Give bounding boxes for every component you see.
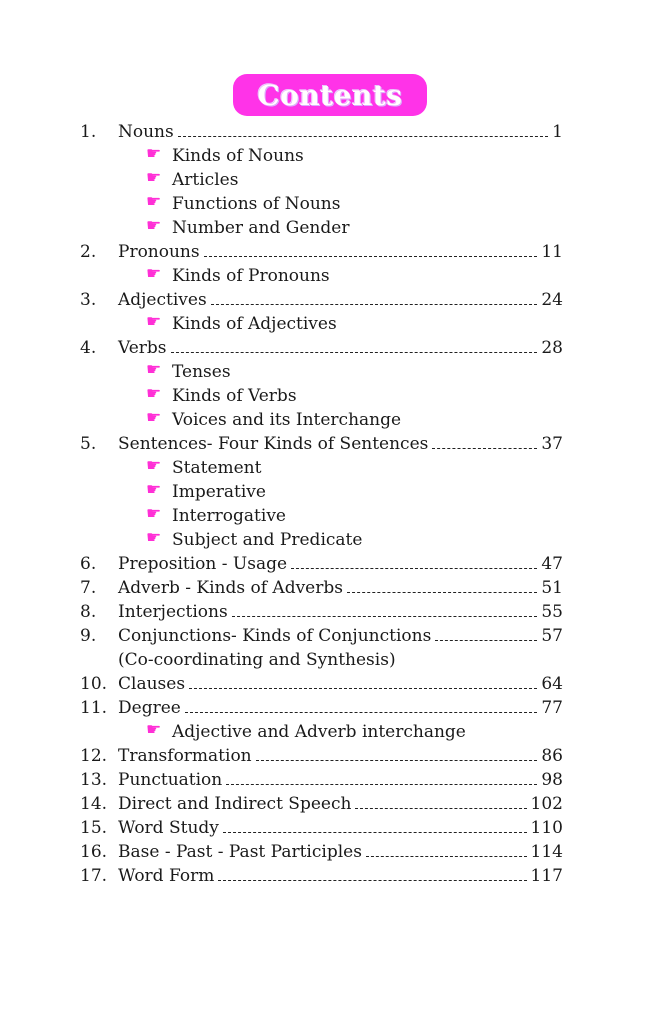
pointing-hand-icon: ☛	[146, 192, 162, 212]
dot-leader	[347, 591, 537, 593]
entry-number: 9.	[80, 626, 97, 646]
entry-page-number: 98	[541, 770, 563, 790]
toc-subentry[interactable]	[80, 455, 563, 479]
entry-number: 1.	[80, 122, 97, 142]
page-title: Contents	[233, 74, 427, 116]
pointing-hand-icon: ☛	[146, 720, 162, 740]
entry-number: 15.	[80, 818, 108, 838]
entry-line	[118, 241, 563, 263]
toc-subentry[interactable]	[80, 215, 563, 239]
entry-page-number: 110	[530, 818, 563, 838]
entry-page-number: 102	[530, 794, 563, 814]
entry-page-number: 51	[541, 578, 563, 598]
toc-entry[interactable]	[80, 791, 563, 815]
entry-title: Word Study	[118, 818, 219, 838]
entry-title: Adjectives	[118, 290, 207, 310]
entry-title: Verbs	[118, 338, 167, 358]
subentry-title: Interrogative	[172, 506, 286, 526]
entry-line	[118, 553, 563, 575]
toc-subentry[interactable]	[80, 311, 563, 335]
toc-subentry[interactable]	[80, 263, 563, 287]
entry-title: Adverb - Kinds of Adverbs	[118, 578, 343, 598]
pointing-hand-icon: ☛	[146, 144, 162, 164]
entry-line	[118, 745, 563, 767]
pointing-hand-icon: ☛	[146, 480, 162, 500]
entry-number: 17.	[80, 866, 108, 886]
entry-line	[118, 337, 563, 359]
subentry-title: Adjective and Adverb interchange	[172, 722, 466, 742]
subentry-title: Statement	[172, 458, 262, 478]
dot-leader	[366, 855, 527, 857]
entry-title: Word Form	[118, 866, 215, 886]
entry-title: Nouns	[118, 122, 174, 142]
toc-entry[interactable]	[80, 551, 563, 575]
entry-page-number: 117	[530, 866, 563, 886]
entry-line	[118, 697, 563, 719]
toc-subentry[interactable]	[80, 167, 563, 191]
entry-page-number: 37	[541, 434, 563, 454]
entry-line	[118, 433, 563, 455]
entry-number: 11.	[80, 698, 108, 718]
title-banner	[0, 74, 660, 116]
entry-number: 4.	[80, 338, 97, 358]
toc-entry[interactable]	[80, 623, 563, 647]
entry-line	[118, 289, 563, 311]
pointing-hand-icon: ☛	[146, 312, 162, 332]
entry-page-number: 47	[541, 554, 563, 574]
dot-leader	[204, 255, 538, 257]
toc-entry[interactable]	[80, 671, 563, 695]
dot-leader	[232, 615, 538, 617]
toc-entry[interactable]	[80, 287, 563, 311]
entry-title: Sentences- Four Kinds of Sentences	[118, 434, 429, 454]
dot-leader	[223, 831, 527, 833]
entry-line	[118, 673, 563, 695]
subentry-title: Functions of Nouns	[172, 194, 341, 214]
entry-title: Conjunctions- Kinds of Conjunctions	[118, 626, 432, 646]
entry-number: 12.	[80, 746, 108, 766]
toc-entry[interactable]	[80, 599, 563, 623]
entry-number: 2.	[80, 242, 97, 262]
entry-title: Transformation	[118, 746, 252, 766]
entry-number: 5.	[80, 434, 97, 454]
subentry-title: Number and Gender	[172, 218, 350, 238]
dot-leader	[178, 135, 548, 137]
dot-leader	[189, 687, 537, 689]
entry-line	[118, 865, 563, 887]
entry-line	[118, 625, 563, 647]
toc-subentry[interactable]	[80, 527, 563, 551]
entry-line	[118, 817, 563, 839]
dot-leader	[185, 711, 538, 713]
toc-entry[interactable]	[80, 863, 563, 887]
pointing-hand-icon: ☛	[146, 168, 162, 188]
entry-line	[118, 601, 563, 623]
toc-subentry[interactable]	[80, 407, 563, 431]
entry-line	[118, 121, 563, 143]
entry-line	[118, 793, 563, 815]
entry-line	[118, 841, 563, 863]
dot-leader	[291, 567, 537, 569]
toc-entry[interactable]	[80, 815, 563, 839]
pointing-hand-icon: ☛	[146, 408, 162, 428]
subentry-title: Imperative	[172, 482, 266, 502]
toc-entry[interactable]	[80, 695, 563, 719]
entry-line	[118, 577, 563, 599]
entry-number: 14.	[80, 794, 108, 814]
entry-number: 7.	[80, 578, 97, 598]
entry-number: 10.	[80, 674, 108, 694]
entry-number: 13.	[80, 770, 108, 790]
entry-title: Base - Past - Past Participles	[118, 842, 362, 862]
subentry-title: Voices and its Interchange	[172, 410, 402, 430]
entry-page-number: 57	[541, 626, 563, 646]
toc-entry[interactable]	[80, 335, 563, 359]
entry-title: Interjections	[118, 602, 228, 622]
toc-entry[interactable]	[80, 767, 563, 791]
pointing-hand-icon: ☛	[146, 360, 162, 380]
toc-subentry[interactable]	[80, 143, 563, 167]
subentry-title: Kinds of Verbs	[172, 386, 297, 406]
entry-continuation: (Co-coordinating and Synthesis)	[118, 650, 396, 670]
subentry-title: Articles	[172, 170, 239, 190]
toc-subentry[interactable]	[80, 479, 563, 503]
subentry-title: Kinds of Pronouns	[172, 266, 330, 286]
toc-entry[interactable]	[80, 431, 563, 455]
entry-page-number: 77	[541, 698, 563, 718]
entry-title: Degree	[118, 698, 181, 718]
entry-page-number: 24	[541, 290, 563, 310]
entry-page-number: 114	[530, 842, 563, 862]
pointing-hand-icon: ☛	[146, 504, 162, 524]
entry-number: 3.	[80, 290, 97, 310]
entry-title: Clauses	[118, 674, 186, 694]
toc-subentry[interactable]	[80, 359, 563, 383]
dot-leader	[211, 303, 538, 305]
entry-title: Punctuation	[118, 770, 223, 790]
toc-entry[interactable]	[80, 743, 563, 767]
entry-line	[118, 769, 563, 791]
toc-subentry[interactable]	[80, 719, 563, 743]
toc-subentry[interactable]	[80, 383, 563, 407]
entry-page-number: 28	[541, 338, 563, 358]
pointing-hand-icon: ☛	[146, 264, 162, 284]
subentry-title: Subject and Predicate	[172, 530, 363, 550]
table-of-contents	[80, 119, 563, 887]
entry-page-number: 1	[552, 122, 563, 142]
pointing-hand-icon: ☛	[146, 216, 162, 236]
subentry-title: Kinds of Nouns	[172, 146, 304, 166]
entry-title: Direct and Indirect Speech	[118, 794, 352, 814]
toc-entry[interactable]	[80, 119, 563, 143]
entry-number: 8.	[80, 602, 97, 622]
subentry-title: Kinds of Adjectives	[172, 314, 337, 334]
toc-entry[interactable]	[80, 839, 563, 863]
toc-entry[interactable]	[80, 239, 563, 263]
toc-subentry[interactable]	[80, 503, 563, 527]
entry-page-number: 64	[541, 674, 563, 694]
dot-leader	[218, 879, 526, 881]
pointing-hand-icon: ☛	[146, 384, 162, 404]
entry-number: 6.	[80, 554, 97, 574]
dot-leader	[432, 447, 537, 449]
entry-title: Preposition - Usage	[118, 554, 288, 574]
entry-page-number: 11	[541, 242, 563, 262]
toc-subentry[interactable]	[80, 191, 563, 215]
entry-page-number: 55	[541, 602, 563, 622]
toc-entry[interactable]	[80, 575, 563, 599]
dot-leader	[256, 759, 538, 761]
pointing-hand-icon: ☛	[146, 456, 162, 476]
dot-leader	[435, 639, 537, 641]
dot-leader	[171, 351, 538, 353]
entry-title: Pronouns	[118, 242, 200, 262]
entry-number: 16.	[80, 842, 108, 862]
dot-leader	[355, 807, 526, 809]
pointing-hand-icon: ☛	[146, 528, 162, 548]
entry-page-number: 86	[541, 746, 563, 766]
subentry-title: Tenses	[172, 362, 231, 382]
dot-leader	[226, 783, 537, 785]
